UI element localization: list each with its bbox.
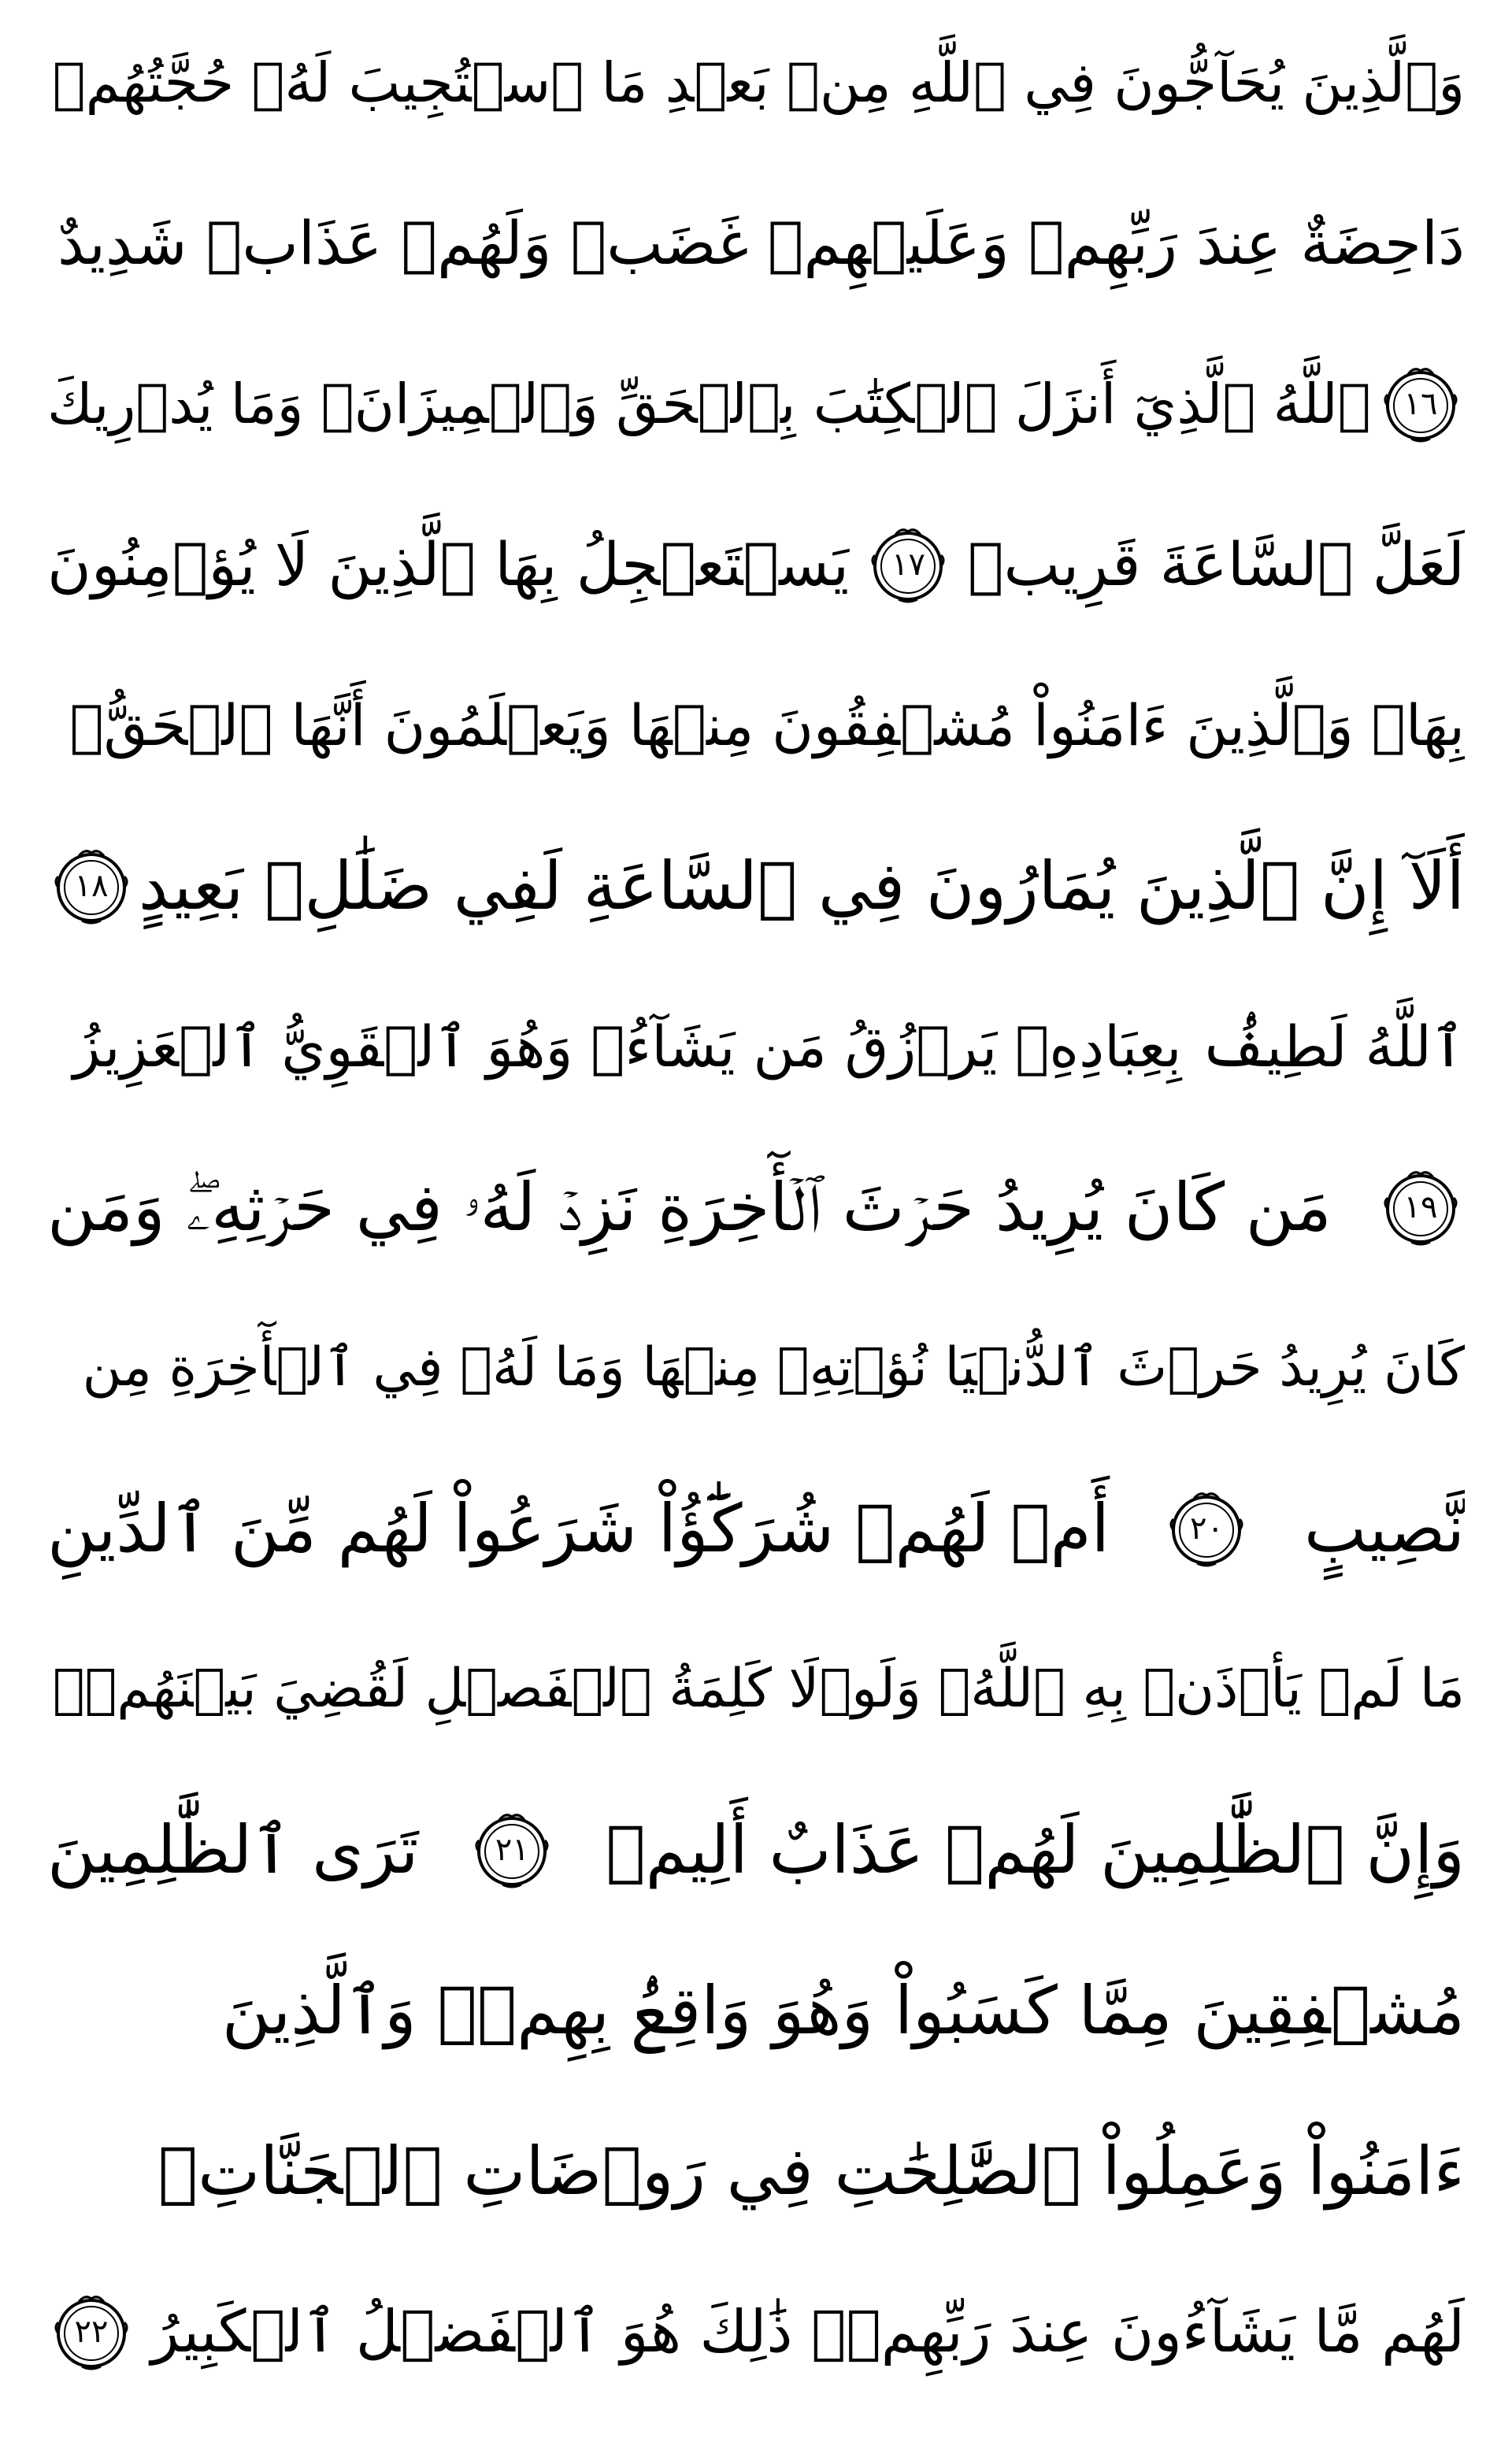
verse-line [47,2099,1465,2243]
ayah-end-marker [1377,1163,1465,1251]
verse-text: وَٱلَّذِينَ يُحَآجُّونَ فِي ٱللَّهِ مِنۢ بَعۡدِ مَا ٱسۡتُجِيبَ لَهُۥ حُجَّتُهُمۡ [52,50,1465,115]
mushaf-page [47,0,1465,2446]
verse-text: مَن كَانَ يُرِيدُ حَرۡثَ ٱلۡأٓخِرَةِ نَزِدۡ لَهُۥ فِي حَرۡثِهِۦۖ وَمَن [47,1169,1332,1246]
verse-text: يَسۡتَعۡجِلُ بِهَا ٱلَّذِينَ لَا يُؤۡمِنُونَ [47,529,850,599]
verse-line [47,172,1465,315]
verse-text: مُشۡفِقِينَ مِمَّا كَسَبُواْ وَهُوَ وَاقِعُۢ بِهِمۡۗ وَٱلَّذِينَ [221,1972,1465,2049]
ayah-number: ٢٠ [1190,1510,1224,1547]
verse-line [47,2260,1465,2403]
verse-line [47,493,1465,636]
ayah-number: ١٩ [1403,1189,1438,1225]
verse-text: أَمۡ لَهُمۡ شُرَكَٰٓؤُاْ شَرَعُواْ لَهُم مِّنَ ٱلدِّينِ [47,1490,1110,1567]
ayah-number: ١٧ [891,547,925,583]
verse-text: لَعَلَّ ٱلسَّاعَةَ قَرِيبٞ [967,529,1465,599]
verse-line [47,332,1465,476]
verse-text: ٱللَّهُ لَطِيفُۢ بِعِبَادِهِۦ يَرۡزُقُ مَن يَشَآءُۖ وَهُوَ ٱلۡقَوِيُّ ٱلۡعَزِيزُ [72,1014,1465,1080]
verse-line [47,1778,1465,1922]
verse-text: وَإِنَّ ٱلظَّٰلِمِينَ لَهُمۡ عَذَابٌ أَلِيمٞ [606,1811,1465,1888]
verse-text: دَاحِضَةٌ عِندَ رَبِّهِمۡ وَعَلَيۡهِمۡ غَضَبٞ وَلَهُمۡ عَذَابٞ شَدِيدٌ [57,208,1465,278]
verse-text: لَهُم مَّا يَشَآءُونَ عِندَ رَبِّهِمۡۚ ذَٰلِكَ هُوَ ٱلۡفَضۡلُ ٱلۡكَبِيرُ [150,2298,1465,2366]
verse-text: ءَامَنُواْ وَعَمِلُواْ ٱلصَّٰلِحَٰتِ فِي رَوۡضَاتِ ٱلۡجَنَّاتِۖ [158,2133,1465,2210]
verse-line [47,1457,1465,1600]
ayah-number: ٢٢ [74,2314,109,2350]
verse-text: نَّصِيبٍ [1303,1490,1465,1567]
verse-text: بِهَاۖ وَٱلَّذِينَ ءَامَنُواْ مُشۡفِقُونَ مِنۡهَا وَيَعۡلَمُونَ أَنَّهَا ٱلۡحَقُّۗ [69,692,1465,758]
verse-line [47,1939,1465,2082]
ayah-number: ١٨ [74,868,109,904]
ayah-end-marker [1377,360,1465,448]
verse-text: كَانَ يُرِيدُ حَرۡثَ ٱلدُّنۡيَا نُؤۡتِهِۦ مِنۡهَا وَمَا لَهُۥ فِي ٱلۡأٓخِرَةِ مِن [82,1336,1465,1399]
ayah-number: ٢١ [495,1832,529,1868]
verse-text: مَا لَمۡ يَأۡذَنۢ بِهِ ٱللَّهُۚ وَلَوۡلَا كَلِمَةُ ٱلۡفَصۡلِ لَقُضِيَ بَيۡنَهُمۡۗ [52,1658,1465,1720]
verse-line [47,1618,1465,1761]
verse-text: أَلَآ إِنَّ ٱلَّذِينَ يُمَارُونَ فِي ٱلسَّاعَةِ لَفِي ضَلَٰلِۭ بَعِيدٍ [138,847,1465,925]
ayah-end-marker [47,842,135,930]
ayah-number: ١٦ [1403,386,1438,422]
verse-line [47,654,1465,797]
verse-line [47,814,1465,958]
ayah-end-marker [468,1806,556,1894]
verse-line [47,1136,1465,1279]
ayah-end-marker [1162,1484,1251,1573]
verse-line [47,975,1465,1118]
verse-text: تَرَى ٱلظَّٰلِمِينَ [47,1811,419,1888]
verse-line [47,1296,1465,1440]
ayah-end-marker [47,2288,135,2376]
ayah-end-marker [864,521,952,609]
verse-line [47,11,1465,154]
verse-text: ٱللَّهُ ٱلَّذِيٓ أَنزَلَ ٱلۡكِتَٰبَ بِٱلۡحَقِّ وَٱلۡمِيزَانَۗ وَمَا يُدۡرِيكَ [47,372,1371,436]
